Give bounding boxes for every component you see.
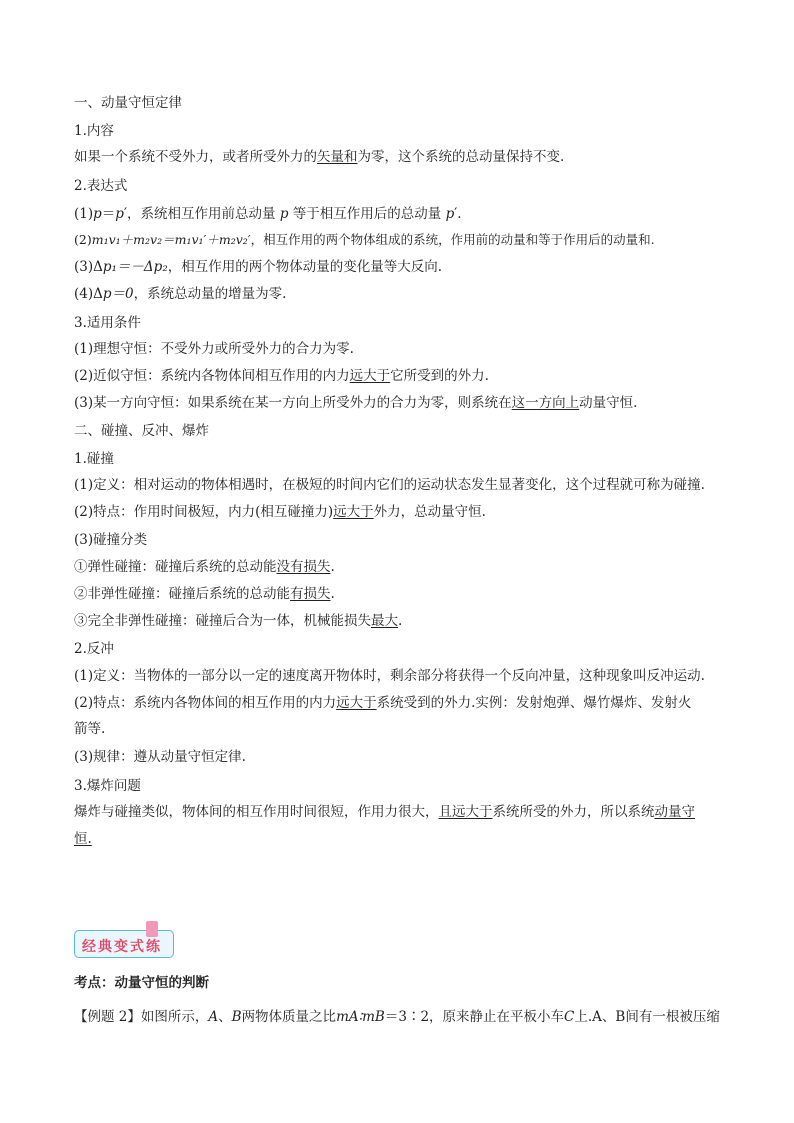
explosion-paragraph: 爆炸与碰撞类似，物体间的相互作用时间很短，作用力很大，且远大于系统所受的外力，所以系统动量守	[74, 804, 695, 820]
condition-2: (2)近似守恒：系统内各物体间相互作用的内力远大于它所受到的外力.	[74, 368, 489, 384]
heading-recoil: 2.反冲	[74, 641, 114, 657]
expression-4: (4)Δp＝0，系统总动量的增量为零.	[74, 286, 287, 302]
heading-content: 1.内容	[74, 123, 114, 139]
recoil-feature: (2)特点：系统内各物体间的相互作用的内力远大于系统受到的外力.实例：发射炮弹、爆竹爆炸、发射火	[74, 695, 692, 711]
collision-type-2: ②非弹性碰撞：碰撞后系统的总动能有损失.	[74, 586, 335, 602]
heading-explosion: 3.爆炸问题	[74, 778, 141, 794]
explosion-paragraph-cont: 恒.	[74, 831, 92, 847]
heading-conditions: 3.适用条件	[74, 315, 141, 331]
section-badge	[74, 927, 174, 959]
section-title-1: 一、动量守恒定律	[74, 95, 182, 111]
collision-feature: (2)特点：作用时间极短，内力(相互碰撞力)远大于外力，总动量守恒.	[74, 504, 486, 520]
recoil-definition: (1)定义：当物体的一部分以一定的速度离开物体时，剩余部分将获得一个反向冲量，这种现象叫反冲运动.	[74, 668, 705, 684]
content-paragraph: 如果一个系统不受外力，或者所受外力的矢量和为零，这个系统的总动量保持不变.	[74, 149, 565, 165]
condition-3: (3)某一方向守恒：如果系统在某一方向上所受外力的合力为零，则系统在这一方向上动量守恒.	[74, 395, 638, 411]
collision-classification: (3)碰撞分类	[74, 532, 148, 548]
example-text: 【例题 2】如图所示，A、B两物体质量之比mA∶mB＝3∶2，原来静止在平板小车C上.A、B间有一根被压缩	[74, 1009, 720, 1025]
expression-2: (2)m₁v₁＋m₂v₂＝m₁v₁′＋m₂v₂′，相互作用的两个物体组成的系统，作用前的动量和等于作用后的动量和.	[74, 232, 655, 247]
heading-collision: 1.碰撞	[74, 451, 114, 467]
expression-3: (3)Δp₁＝－Δp₂，相互作用的两个物体动量的变化量等大反向.	[74, 259, 443, 275]
badge-label: 经典变式练	[82, 939, 162, 955]
topic-heading: 考点：动量守恒的判断	[74, 975, 209, 991]
collision-type-3: ③完全非弹性碰撞：碰撞后合为一体，机械能损失最大.	[74, 613, 403, 629]
condition-1: (1)理想守恒：不受外力或所受外力的合力为零.	[74, 341, 354, 357]
heading-expression: 2.表达式	[74, 178, 128, 194]
recoil-rule: (3)规律：遵从动量守恒定律.	[74, 749, 246, 765]
collision-type-1: ①弹性碰撞：碰撞后系统的总动能没有损失.	[74, 559, 335, 575]
recoil-feature-cont: 箭等.	[74, 721, 106, 737]
badge-clip-icon	[146, 921, 158, 937]
expression-1: (1)p＝p′，系统相互作用前总动量 p 等于相互作用后的总动量 p′.	[74, 206, 462, 222]
section-title-2: 二、碰撞、反冲、爆炸	[74, 423, 209, 439]
collision-definition: (1)定义：相对运动的物体相遇时，在极短的时间内它们的运动状态发生显著变化，这个过程就可称为碰撞.	[74, 477, 705, 493]
